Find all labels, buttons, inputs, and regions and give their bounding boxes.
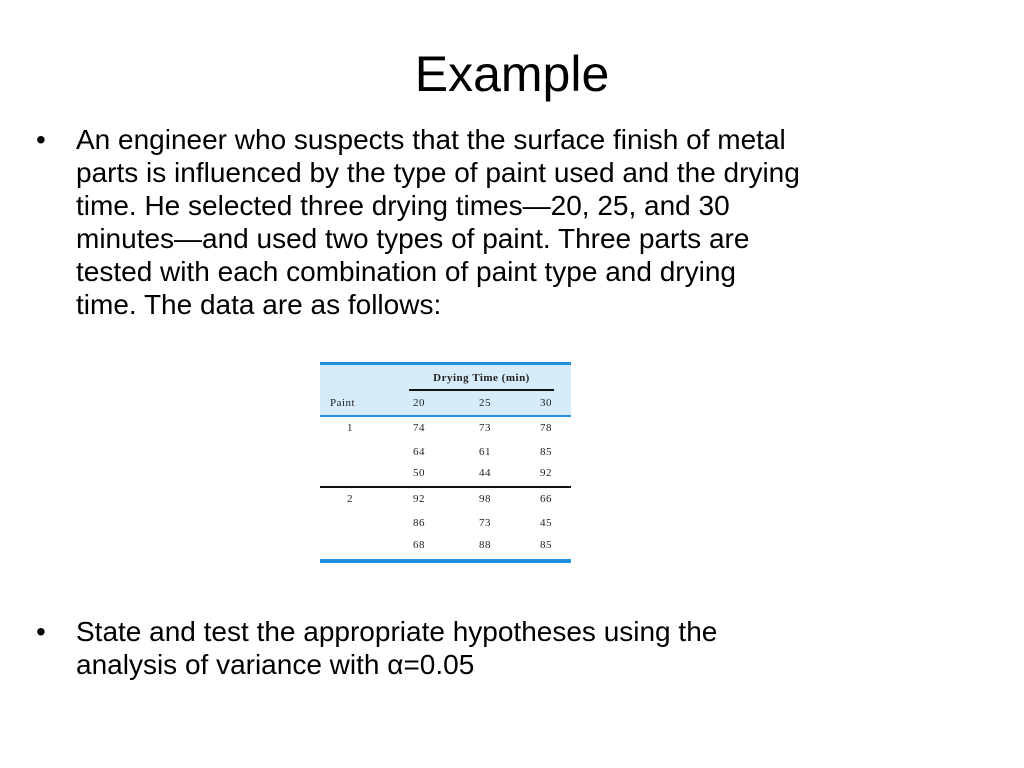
- table-cell: 78: [540, 422, 552, 434]
- column-header: 20: [413, 397, 425, 409]
- column-header: 25: [479, 397, 491, 409]
- table-cell: 92: [540, 467, 552, 479]
- table-cell: 88: [479, 539, 491, 551]
- table-header-rule: [320, 415, 571, 417]
- table-group-divider: [320, 486, 571, 488]
- table-cell: 66: [540, 493, 552, 505]
- bullet-line: tested with each combination of paint type and drying: [76, 256, 736, 287]
- table-cell: 73: [479, 422, 491, 434]
- bullet-line: An engineer who suspects that the surface finish of metal: [76, 124, 786, 155]
- bullet-line: parts is influenced by the type of paint used and the drying: [76, 157, 800, 188]
- bullet-marker: •: [36, 616, 46, 647]
- bullet-line: time. The data are as follows:: [76, 289, 442, 320]
- table-cell: 74: [413, 422, 425, 434]
- table-cell: 73: [479, 517, 491, 529]
- bullet-text: [76, 123, 976, 321]
- slide-title: Example: [414, 46, 610, 102]
- table-cell: 68: [413, 539, 425, 551]
- table-cell: 86: [413, 517, 425, 529]
- drying-time-data-table: [320, 362, 571, 563]
- bullet-task-statement: [36, 615, 976, 681]
- spanner-underline: [409, 389, 554, 391]
- table-cell: 92: [413, 493, 425, 505]
- table-cell: 61: [479, 446, 491, 458]
- table-cell: 85: [540, 539, 552, 551]
- table-cell: 85: [540, 446, 552, 458]
- bullet-line: minutes—and used two types of paint. Three parts are: [76, 223, 750, 254]
- column-header: 30: [540, 397, 552, 409]
- bullet-line: time. He selected three drying times—20, 25, and 30: [76, 190, 730, 221]
- bullet-line: analysis of variance with α=0.05: [76, 649, 475, 680]
- paint-type-label: 1: [347, 422, 353, 434]
- table-bottom-rule: [320, 559, 571, 563]
- table-cell: 98: [479, 493, 491, 505]
- bullet-line: State and test the appropriate hypotheses using the: [76, 616, 718, 647]
- row-header-paint: Paint: [330, 397, 356, 409]
- bullet-text: [76, 615, 976, 681]
- bullet-marker: •: [36, 124, 46, 155]
- table-cell: 50: [413, 467, 425, 479]
- table-cell: 64: [413, 446, 425, 458]
- bullet-problem-statement: [36, 123, 976, 321]
- table-cell: 45: [540, 517, 552, 529]
- paint-type-label: 2: [347, 493, 353, 505]
- column-spanner-label: Drying Time (min): [433, 372, 530, 384]
- table-cell: 44: [479, 467, 491, 479]
